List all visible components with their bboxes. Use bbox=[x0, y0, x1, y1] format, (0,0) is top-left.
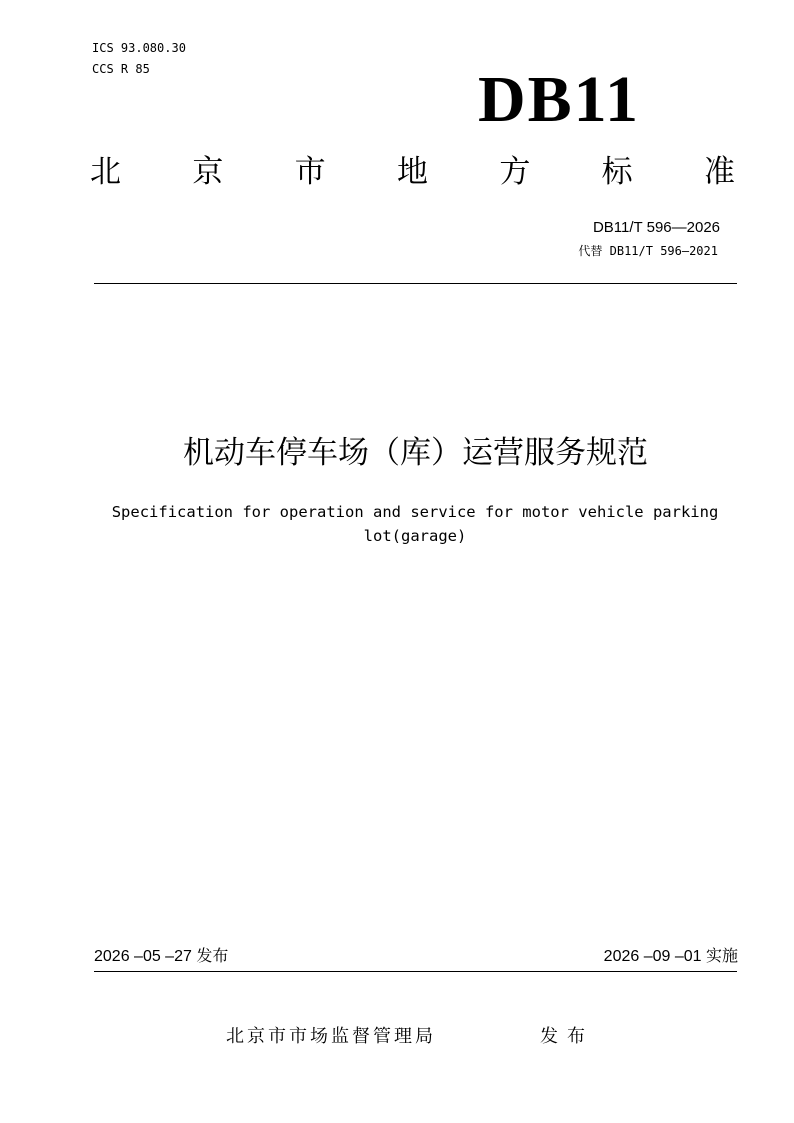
standard-type-char: 标 bbox=[601, 154, 633, 190]
ccs-code: CCS R 85 bbox=[92, 62, 150, 76]
issue-date: 2026 –05 –27 发布 bbox=[94, 948, 229, 965]
standard-type-heading bbox=[90, 150, 735, 194]
ics-code: ICS 93.080.30 bbox=[92, 41, 186, 55]
standard-type-char: 准 bbox=[703, 154, 735, 190]
standard-type-char: 地 bbox=[396, 154, 428, 190]
standard-type-char: 京 bbox=[192, 154, 224, 190]
standard-type-char: 北 bbox=[90, 154, 121, 190]
standard-number: DB11/T 596—2026 bbox=[592, 219, 720, 236]
implementation-date: 2026 –09 –01 实施 bbox=[603, 948, 738, 965]
issuing-label: 发布 bbox=[540, 1026, 594, 1047]
header-divider bbox=[94, 283, 737, 284]
replaces-note: 代替 DB11/T 596—2021 bbox=[578, 244, 718, 258]
document-title-chinese: 机动车停车场（库）运营服务规范 bbox=[183, 435, 648, 471]
footer-divider bbox=[94, 971, 737, 972]
issuing-authority: 北京市市场监督管理局 bbox=[226, 1026, 436, 1047]
standard-type-char: 方 bbox=[499, 154, 531, 190]
document-title-english: Specification for operation and service for motor vehicle parking lot(garage) bbox=[111, 503, 719, 545]
standard-type-char: 市 bbox=[294, 154, 326, 190]
db11-logo: DB11 bbox=[478, 63, 641, 136]
